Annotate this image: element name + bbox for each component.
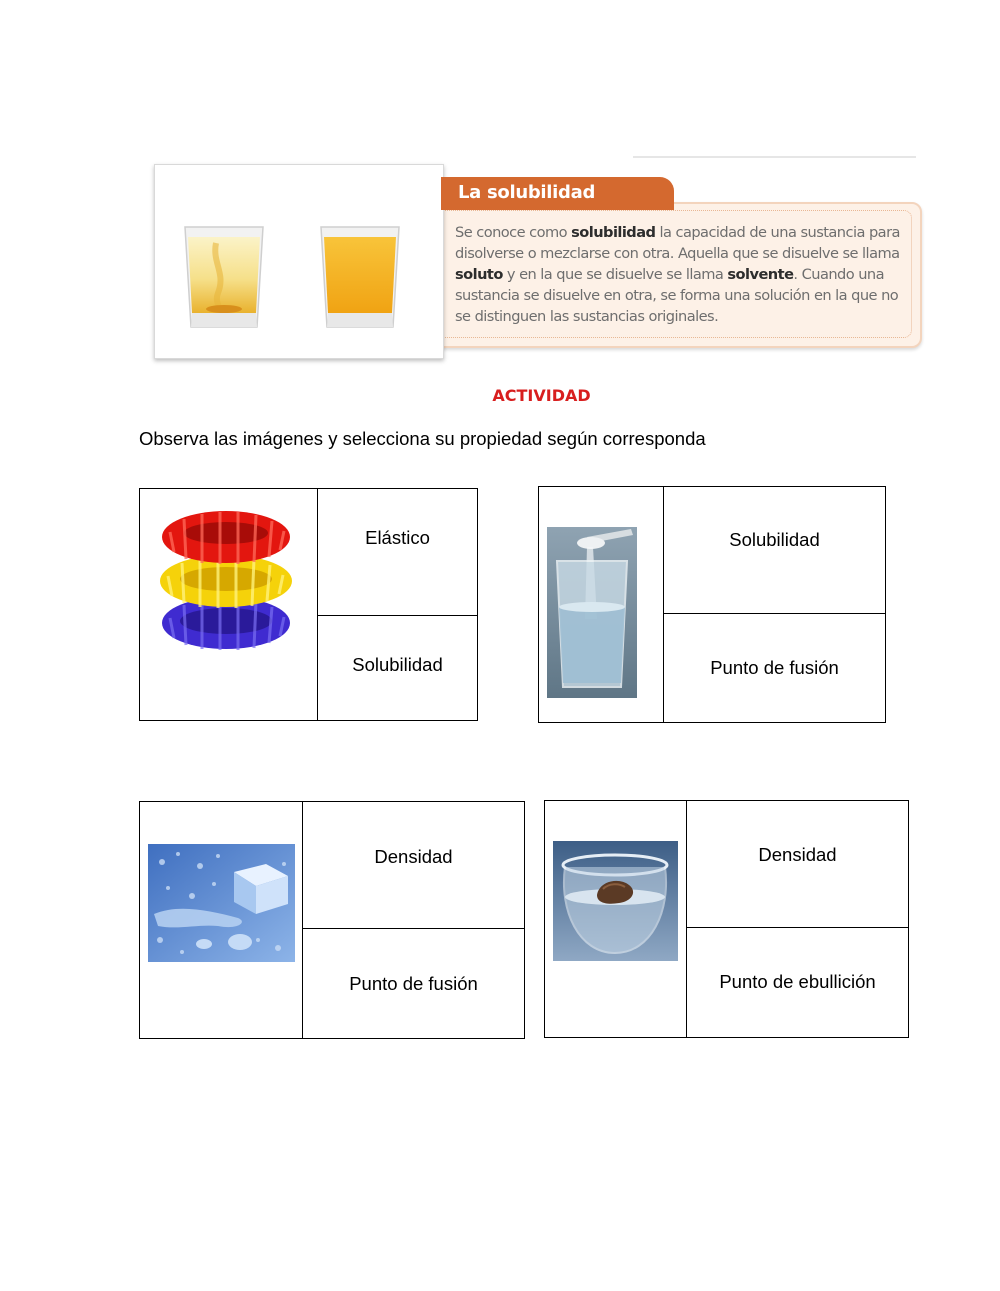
melting-ice-cube-icon <box>148 844 295 962</box>
option-elastico[interactable]: Elástico <box>365 527 430 548</box>
header-divider <box>633 156 916 158</box>
term-solvente: solvente <box>727 266 794 283</box>
question-card <box>139 801 525 1039</box>
option-punto-de-fusion[interactable]: Punto de fusión <box>710 657 839 678</box>
definition-part: Se conoce como <box>455 224 572 241</box>
definition-text <box>455 222 905 327</box>
activity-instruction: Observa las imágenes y selecciona su propiedad según corresponda <box>139 428 706 449</box>
glass-dissolving-icon <box>182 223 266 331</box>
question-card <box>139 488 478 721</box>
section-tab <box>441 177 674 210</box>
solubility-photo <box>154 164 444 359</box>
definition-part: y en la que se disuelve se llama <box>502 266 728 283</box>
salt-in-water-glass-icon <box>547 527 637 698</box>
option-solubilidad[interactable]: Solubilidad <box>729 529 820 550</box>
question-card <box>538 486 886 723</box>
question-card <box>544 800 909 1038</box>
activity-heading: ACTIVIDAD <box>492 386 591 405</box>
glass-dissolved-icon <box>318 223 402 331</box>
option-densidad[interactable]: Densidad <box>758 844 837 865</box>
option-solubilidad[interactable]: Solubilidad <box>352 654 443 675</box>
spiral-hair-ties-icon <box>156 503 296 653</box>
option-punto-de-ebullicion[interactable]: Punto de ebullición <box>719 971 876 992</box>
definition-part: la capacidad de una sustancia para disolverse o mezclarse con otra. Aquella que se disuelve se llama <box>455 224 900 262</box>
term-soluto: soluto <box>455 266 503 283</box>
term-solubilidad: solubilidad <box>571 224 656 241</box>
stone-in-water-bowl-icon <box>553 841 678 961</box>
definition-part: . Cuando una sustancia se disuelve en otra, se forma una solución en la que no se distinguen las sustancias originales. <box>455 266 899 325</box>
option-punto-de-fusion[interactable]: Punto de fusión <box>349 973 478 994</box>
option-densidad[interactable]: Densidad <box>374 846 453 867</box>
section-title: La solubilidad <box>458 182 596 203</box>
